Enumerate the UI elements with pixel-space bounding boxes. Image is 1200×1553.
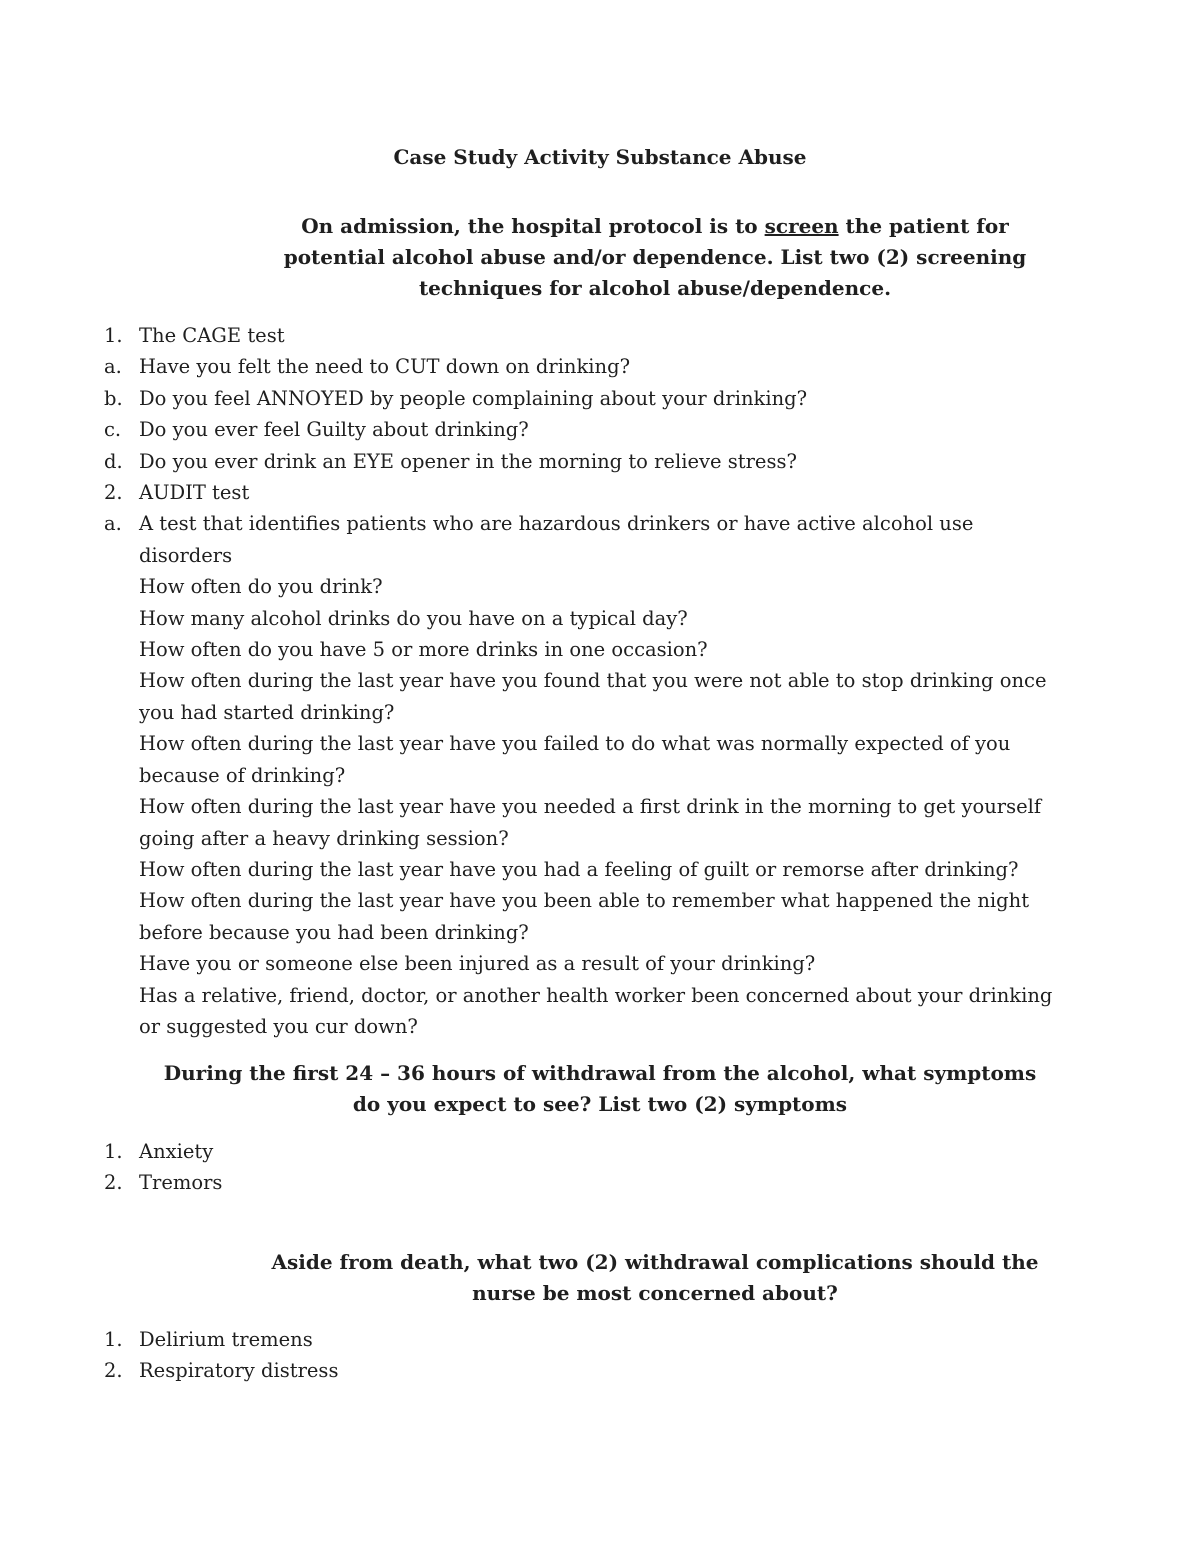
list-item-text: How many alcohol drinks do you have on a typical day? (139, 606, 688, 630)
list-item-marker: 2. (104, 481, 123, 505)
list-item (104, 477, 1064, 508)
list-item (104, 1355, 1064, 1386)
list-item-marker: 1. (104, 1140, 123, 1163)
list-item-text: Have you or someone else been injured as a result of your drinking? (139, 952, 816, 976)
list-item-marker: 1. (104, 1328, 123, 1351)
list-item-text: A test that identifies patients who are hazardous drinkers or have active alcohol use disorders (139, 512, 974, 567)
list-item (104, 508, 1064, 571)
list-item-marker: b. (104, 386, 123, 410)
list-item (104, 446, 1064, 477)
list-item-text: Delirium tremens (139, 1328, 313, 1351)
list-item (104, 854, 1064, 885)
list-item-text: Respiratory distress (139, 1359, 339, 1383)
question-screening-text-after: the patient for potential alcohol abuse and/or dependence. List two (2) screening techniques for alcohol abuse/dependence. (283, 214, 1027, 300)
list-item (104, 571, 1064, 602)
list-item-marker: 1. (104, 324, 123, 347)
question-withdrawal-symptoms: During the first 24 – 36 hours of withdrawal from the alcohol, what symptoms do you expect to see? List two (2) symptoms (163, 1061, 1037, 1116)
list-item-text: Do you ever feel Guilty about drinking? (139, 418, 529, 442)
question-screening-text-before: On admission, the hospital protocol is to (301, 214, 765, 238)
list-item-marker: 2. (104, 1171, 123, 1195)
list-item-text: How often during the last year have you needed a first drink in the morning to get yourself going after a heavy drinking session? (139, 795, 1042, 850)
list-item (104, 634, 1064, 665)
list-item-text: Tremors (139, 1171, 223, 1195)
list-item-text: How often during the last year have you been able to remember what happened the night before because you had been drinking? (139, 889, 1030, 944)
withdrawal-symptoms-list (104, 1136, 1064, 1199)
list-item-text: Have you felt the need to CUT down on drinking? (139, 355, 631, 379)
list-item (104, 665, 1064, 728)
list-item (104, 603, 1064, 634)
list-item-marker: 2. (104, 1359, 123, 1383)
list-item-text: How often during the last year have you had a feeling of guilt or remorse after drinking? (139, 857, 1019, 881)
list-item (104, 351, 1064, 382)
list-item (104, 791, 1064, 854)
list-item-marker: d. (104, 449, 123, 473)
list-item-text: Do you feel ANNOYED by people complaining about your drinking? (139, 386, 808, 410)
list-item-text: AUDIT test (139, 481, 250, 505)
list-item-text: How often during the last year have you found that you were not able to stop drinking once you had started drinking? (139, 669, 1047, 724)
list-item (104, 980, 1064, 1043)
question-screening-underlined-word: screen (764, 214, 839, 238)
list-item-text: Do you ever drink an EYE opener in the morning to relieve stress? (139, 449, 797, 473)
document-title: Case Study Activity Substance Abuse (393, 145, 807, 169)
withdrawal-complications-list (104, 1324, 1064, 1387)
list-item (104, 320, 1064, 351)
list-item (104, 414, 1064, 445)
question-withdrawal-complications: Aside from death, what two (2) withdrawal complications should the nurse be most concerned about? (271, 1250, 1039, 1305)
list-item (104, 948, 1064, 979)
list-item-text: Has a relative, friend, doctor, or another health worker been concerned about your drinking or suggested you cur down? (139, 983, 1053, 1038)
list-item (104, 728, 1064, 791)
list-item-text: How often do you drink? (139, 575, 383, 599)
list-item (104, 885, 1064, 948)
list-item-text: How often during the last year have you failed to do what was normally expected of you because of drinking? (139, 732, 1011, 787)
list-item-text: Anxiety (139, 1140, 214, 1163)
list-item-text: How often do you have 5 or more drinks in one occasion? (139, 638, 708, 662)
list-item-marker: c. (104, 418, 122, 442)
list-item (104, 1167, 1064, 1198)
list-item (104, 1324, 1064, 1355)
list-item (104, 1136, 1064, 1167)
question-screening (250, 211, 1060, 304)
list-item (104, 383, 1064, 414)
list-item-marker: a. (104, 512, 122, 536)
list-item-text: The CAGE test (139, 324, 285, 347)
list-item-marker: a. (104, 355, 122, 379)
screening-techniques-list (104, 320, 1064, 1042)
